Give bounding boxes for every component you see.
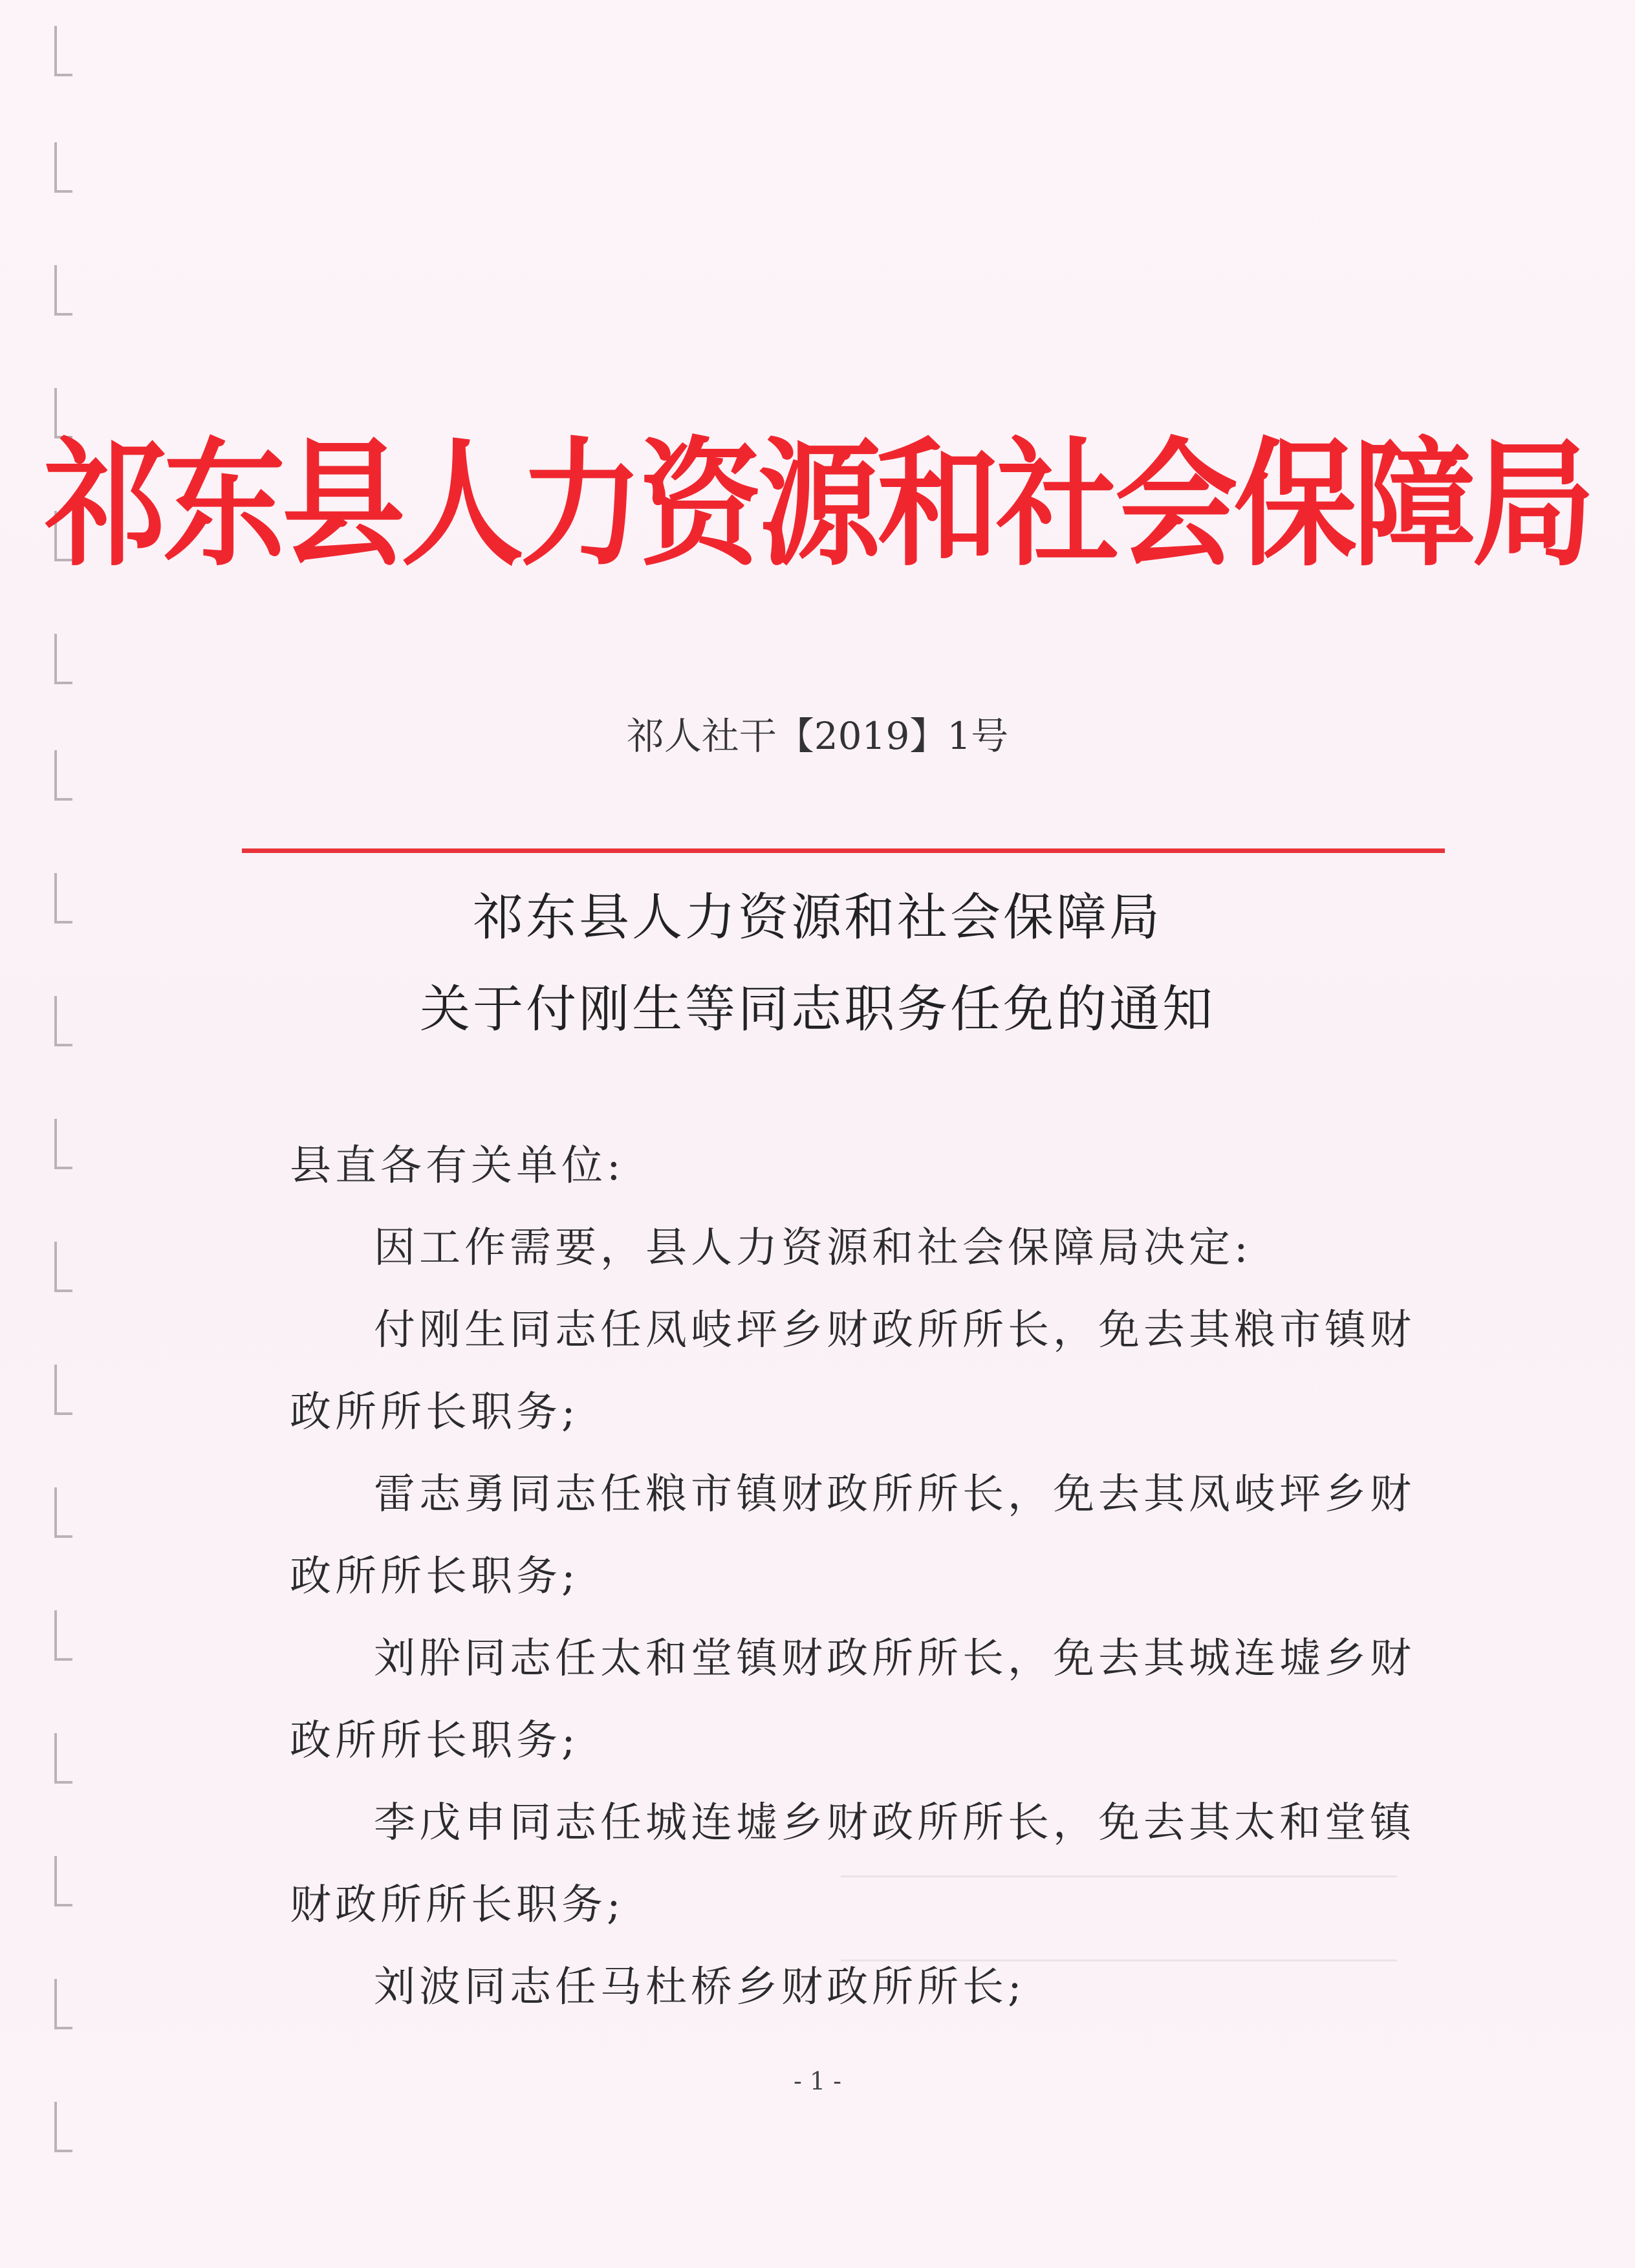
body-paragraph: 刘波同志任马杜桥乡财政所所长; — [374, 1963, 1026, 2011]
letterhead-title: 祁东县人力资源和社会保障局 — [43, 423, 1591, 585]
binding-mark — [54, 634, 72, 684]
body-paragraph: 因工作需要，县人力资源和社会保障局决定: — [374, 1224, 1252, 1272]
binding-mark — [54, 26, 72, 76]
red-separator-rule — [242, 848, 1445, 853]
body-paragraph: 雷志勇同志任粮市镇财政所所长，免去其凤岐坪乡财政所所长职务; — [290, 1471, 1415, 1601]
body-paragraph: 李戊申同志任城连墟乡财政所所长，免去其太和堂镇财政所所长职务; — [290, 1799, 1415, 1929]
salutation: 县直各有关单位: — [290, 1142, 625, 1190]
binding-mark — [54, 1856, 72, 1906]
binding-mark — [54, 1365, 72, 1415]
binding-marks — [54, 26, 93, 2238]
binding-mark — [54, 1610, 72, 1661]
notice-body — [290, 1125, 1415, 2029]
notice-title — [0, 872, 1635, 1055]
binding-mark — [54, 265, 72, 316]
page-number: - 1 - — [793, 2067, 841, 2095]
binding-mark — [54, 1733, 72, 1784]
body-paragraph: 刘肸同志任太和堂镇财政所所长，免去其城连墟乡财政所所长职务; — [290, 1635, 1415, 1765]
document-number: 祁人社干【2019】1号 — [626, 714, 1009, 758]
binding-mark — [54, 142, 72, 193]
binding-mark — [54, 1979, 72, 2029]
notice-title-line1: 祁东县人力资源和社会保障局 — [472, 889, 1162, 947]
notice-title-line2: 关于付刚生等同志职务任免的通知 — [419, 980, 1215, 1039]
binding-mark — [54, 1487, 72, 1538]
binding-mark — [54, 1119, 72, 1169]
body-paragraph: 付刚生同志任凤岐坪乡财政所所长，免去其粮市镇财政所所长职务; — [290, 1306, 1415, 1436]
binding-mark — [54, 2102, 72, 2152]
binding-mark — [54, 1242, 72, 1292]
